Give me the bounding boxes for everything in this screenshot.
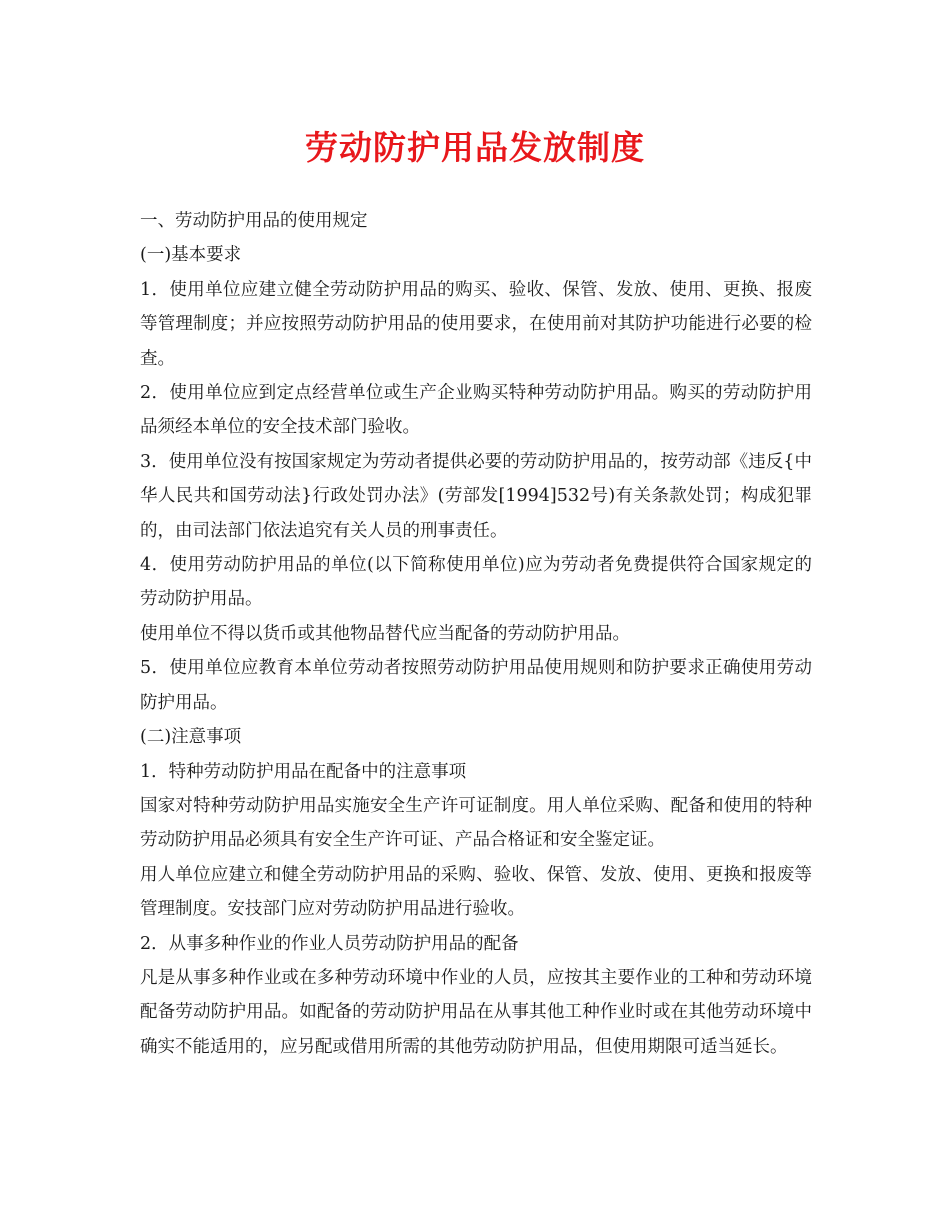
paragraph: 1．使用单位应建立健全劳动防护用品的购买、验收、保管、发放、使用、更换、报废等管理制度；并应按照劳动防护用品的使用要求，在使用前对其防护功能进行必要的检查。 [140, 279, 812, 369]
paragraph: 3．使用单位没有按国家规定为劳动者提供必要的劳动防护用品的，按劳动部《违反{中华人民共和国劳动法}行政处罚办法》(劳部发[1994]532号)有关条款处罚；构成犯罪的，由司法部门依法追究有关人员的刑事责任。 [140, 451, 812, 541]
paragraph: 凡是从事多种作业或在多种劳动环境中作业的人员，应按其主要作业的工种和劳动环境配备劳动防护用品。如配备的劳动防护用品在从事其他工种作业时或在其他劳动环境中确实不能适用的，应另配或借用所需的其他劳动防护用品，但使用期限可适当延长。 [140, 967, 812, 1057]
item-heading: 2．从事多种作业的作业人员劳动防护用品的配备 [140, 933, 519, 954]
subsection-heading: (一)基本要求 [140, 245, 242, 266]
paragraph: 4．使用劳动防护用品的单位(以下简称使用单位)应为劳动者免费提供符合国家规定的劳动防护用品。 [140, 555, 812, 610]
document-body [140, 204, 812, 1064]
paragraph: 使用单位不得以货币或其他物品替代应当配备的劳动防护用品。 [140, 623, 630, 644]
paragraph: 5．使用单位应教育本单位劳动者按照劳动防护用品使用规则和防护要求正确使用劳动防护用品。 [140, 658, 812, 713]
paragraph: 2．使用单位应到定点经营单位或生产企业购买特种劳动防护用品。购买的劳动防护用品须经本单位的安全技术部门验收。 [140, 383, 812, 438]
subsection-heading: (二)注意事项 [140, 727, 242, 748]
paragraph: 用人单位应建立和健全劳动防护用品的采购、验收、保管、发放、使用、更换和报废等管理制度。安技部门应对劳动防护用品进行验收。 [140, 864, 812, 920]
section-heading: 一、劳动防护用品的使用规定 [140, 211, 368, 231]
paragraph: 国家对特种劳动防护用品实施安全生产许可证制度。用人单位采购、配备和使用的特种劳动防护用品必须具有安全生产许可证、产品合格证和安全鉴定证。 [140, 795, 812, 851]
document-title: 劳动防护用品发放制度 [305, 128, 645, 167]
item-heading: 1．特种劳动防护用品在配备中的注意事项 [140, 761, 467, 782]
